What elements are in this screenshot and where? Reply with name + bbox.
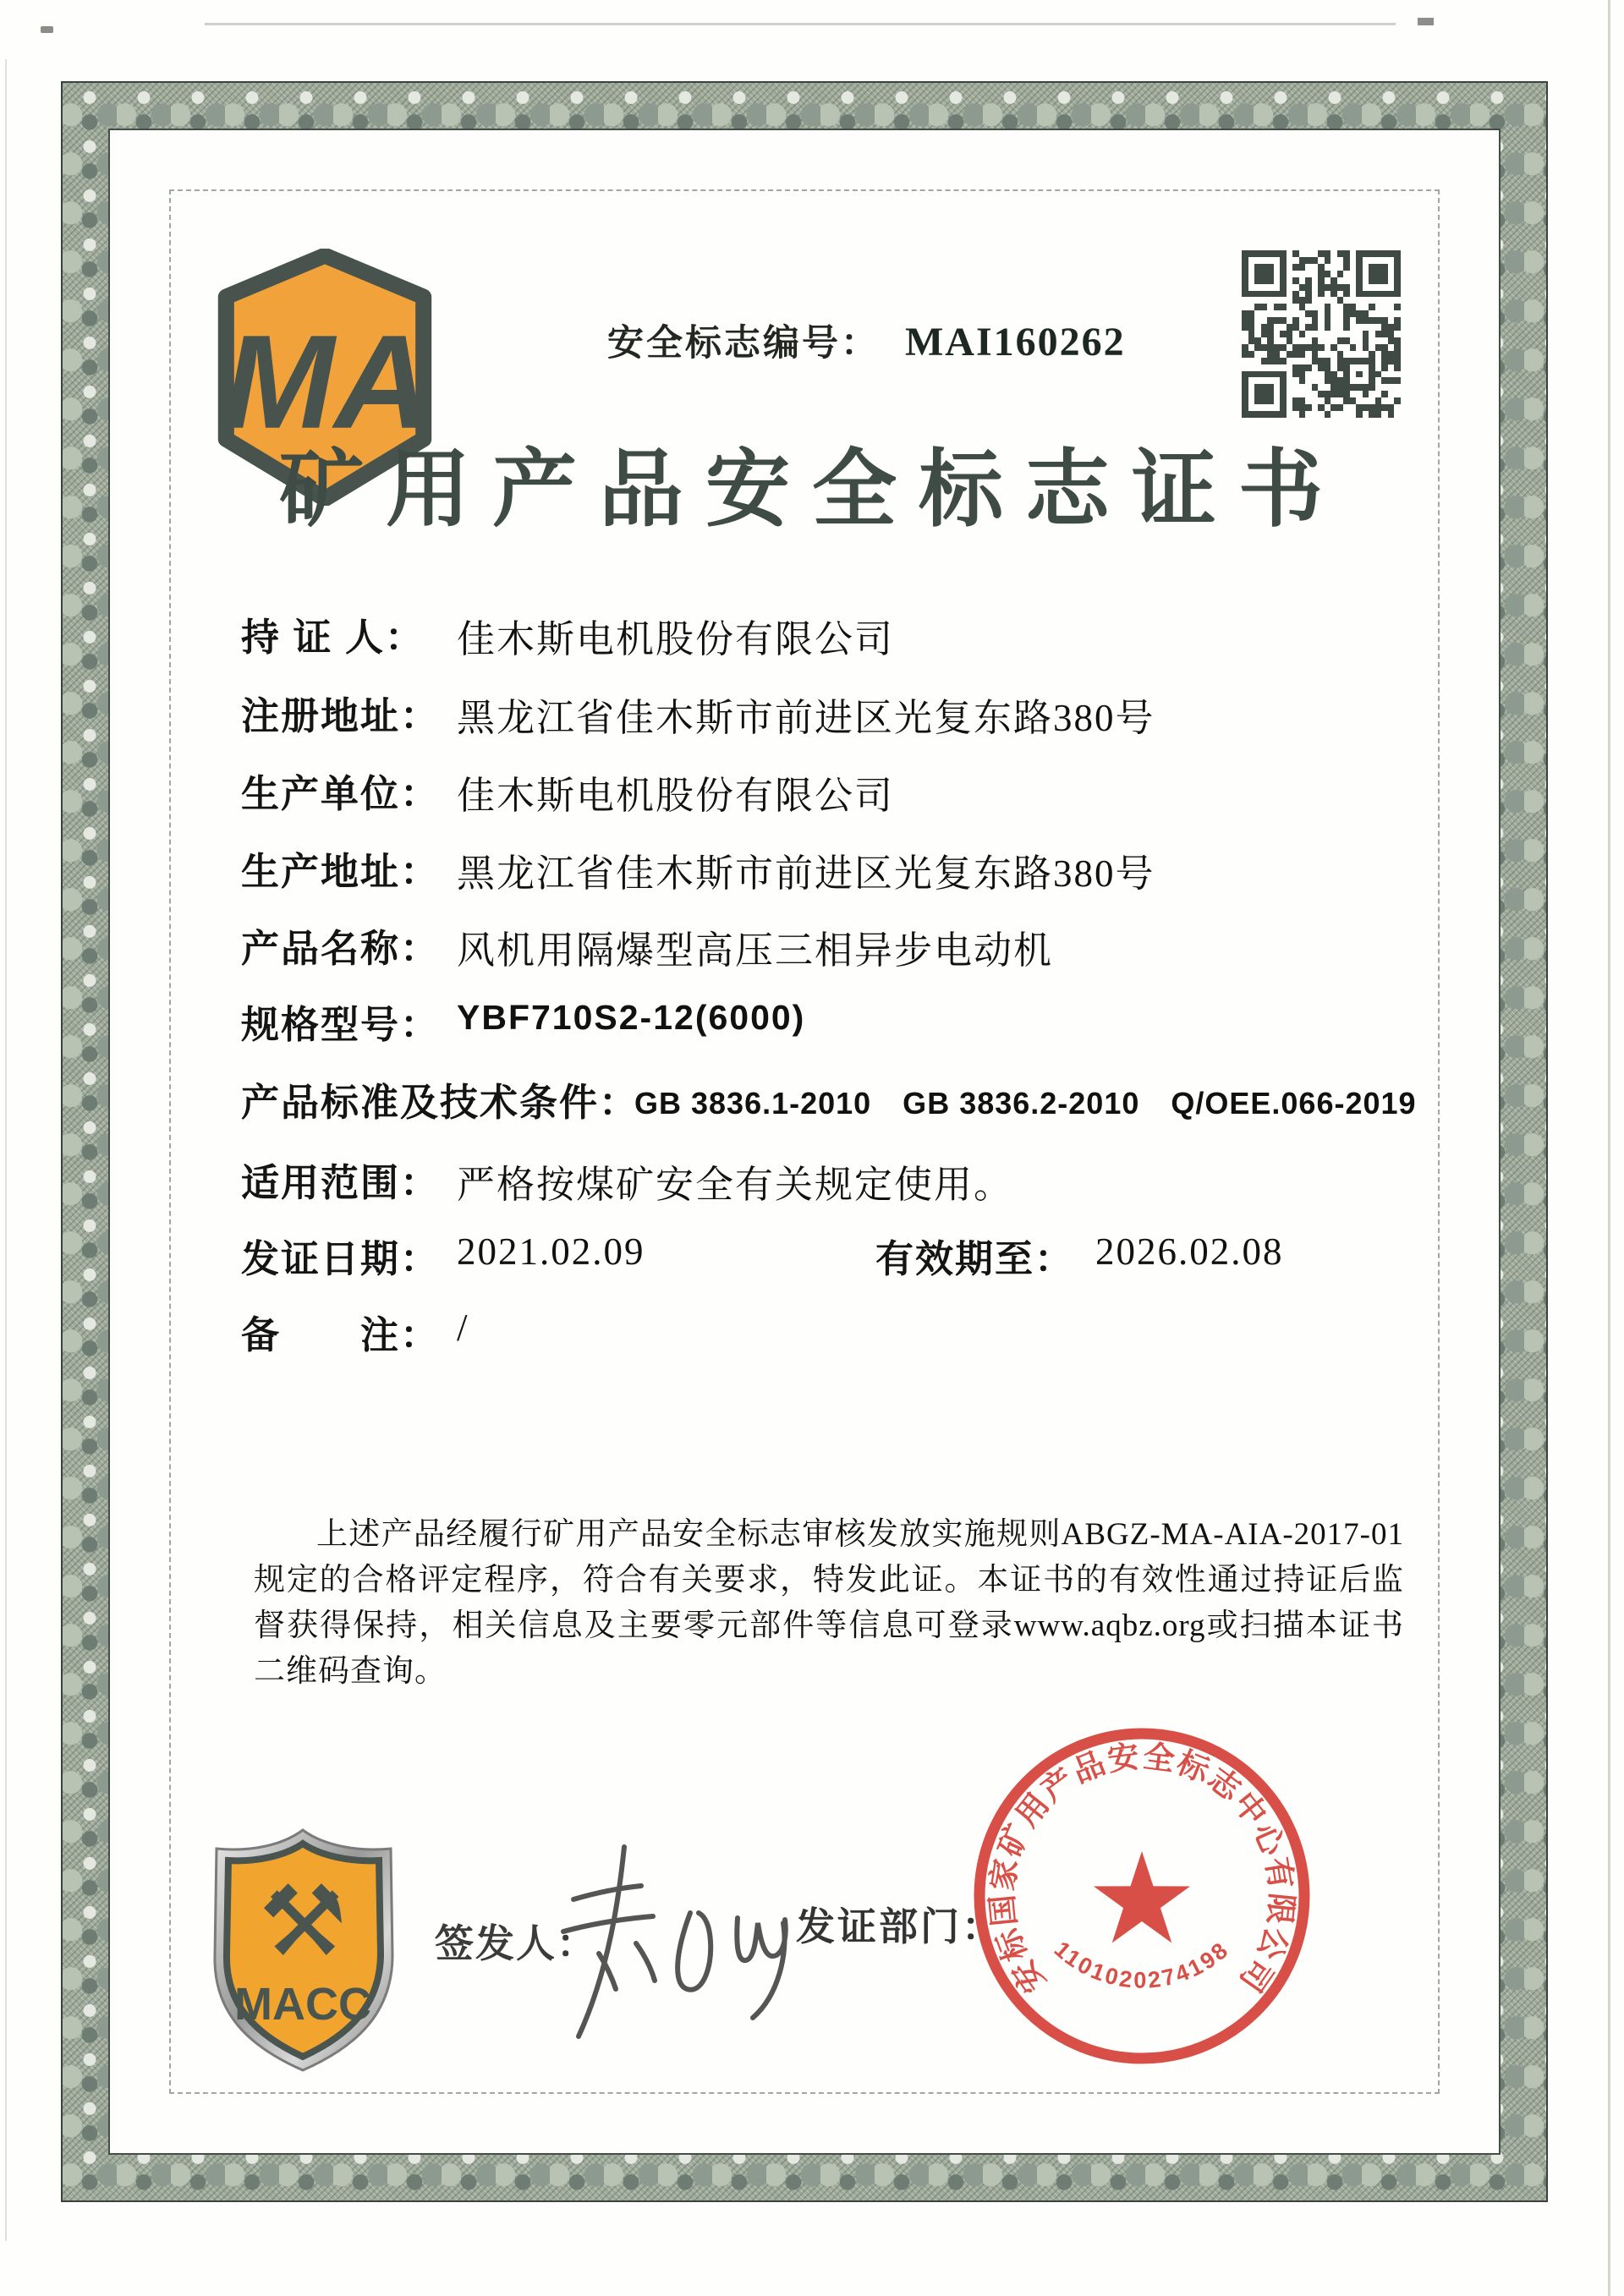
certification-statement: 上述产品经履行矿用产品安全标志审核发放实施规则ABGZ-MA-AIA-2017-01规定的合格评定程序，符合有关要求，特发此证。本证书的有效性通过持证后监督获得保持，相关信息及主要零元部件等信息可登录www.aqbz.org或扫描本证书二维码查询。 <box>254 1517 1404 1689</box>
scan-artifact-top-line <box>205 23 1396 25</box>
scan-artifact-topright-tick <box>1418 18 1434 25</box>
field-row-remarks <box>0 1304 1624 1358</box>
field-row-product-name <box>0 918 1624 972</box>
cert-number-label: 安全标志编号： <box>607 323 880 364</box>
scan-artifact-topleft-tick <box>41 26 53 33</box>
field-label: 产品名称： <box>241 927 441 970</box>
qr-code <box>1242 250 1401 418</box>
valid-until-label: 有效期至： <box>875 1237 1075 1280</box>
field-row-production-address <box>0 841 1624 895</box>
field-label: 生产地址： <box>241 850 441 893</box>
field-label: 适用范围： <box>241 1161 441 1204</box>
issuing-department-label: 发证部门： <box>796 1905 1003 1948</box>
field-row-scope <box>0 1152 1624 1206</box>
field-row-cert-holder <box>0 606 1624 660</box>
field-row-standards <box>0 1071 1624 1126</box>
field-row-dates <box>0 1228 1624 1282</box>
cert-number-value: MAI160262 <box>905 320 1126 364</box>
seal-number-arc-text: 1101020274198 <box>1049 1936 1235 1993</box>
field-value: / <box>457 1307 469 1349</box>
field-row-registered-address <box>0 685 1624 739</box>
official-red-seal <box>973 1727 1311 2065</box>
scan-artifact-right-line <box>1608 0 1610 2296</box>
field-value: GB 3836.1-2010 GB 3836.2-2010 Q/OEE.066-2019 <box>634 1086 1417 1121</box>
field-value: 严格按煤矿安全有关规定使用。 <box>457 1164 1014 1206</box>
field-label: 生产单位： <box>241 772 441 815</box>
field-value: YBF710S2-12(6000) <box>457 998 806 1037</box>
field-row-model <box>0 994 1624 1048</box>
field-value: 黑龙江省佳木斯市前进区光复东路380号 <box>457 697 1155 739</box>
valid-until-value: 2026.02.08 <box>1095 1230 1284 1273</box>
scan-artifact-left-line <box>5 59 7 2241</box>
field-value: 佳木斯电机股份有限公司 <box>457 618 895 660</box>
field-label: 备 注： <box>241 1313 441 1356</box>
ma-logo-text: MA <box>223 307 431 457</box>
signature-zhu-fengshan <box>524 1818 829 2072</box>
cert-number-line <box>607 315 1126 366</box>
macc-shield-logo <box>201 1823 406 2075</box>
field-value: 佳木斯电机股份有限公司 <box>457 775 895 817</box>
issue-date-value: 2021.02.09 <box>457 1230 645 1273</box>
field-label: 产品标准及技术条件： <box>241 1081 639 1124</box>
field-label: 规格型号： <box>241 1003 441 1046</box>
hammer-pick-icon: ⚒ <box>259 1865 347 1979</box>
seal-star <box>1094 1851 1190 1943</box>
field-label: 持 证 人： <box>241 616 425 659</box>
field-value: 黑龙江省佳木斯市前进区光复东路380号 <box>457 852 1155 895</box>
field-label: 注册地址： <box>241 694 441 737</box>
issue-date-label: 发证日期： <box>241 1237 441 1280</box>
field-row-manufacturer <box>0 763 1624 817</box>
macc-text: MACC <box>234 1979 371 2030</box>
seal-company-arc-text: 安标国家矿用产品安全标志中心有限公司 <box>985 1739 1299 1999</box>
certificate-title: 矿用产品安全标志证书 <box>279 443 1345 537</box>
signer-label: 签发人： <box>435 1922 597 1965</box>
field-value: 风机用隔爆型高压三相异步电动机 <box>457 929 1054 972</box>
